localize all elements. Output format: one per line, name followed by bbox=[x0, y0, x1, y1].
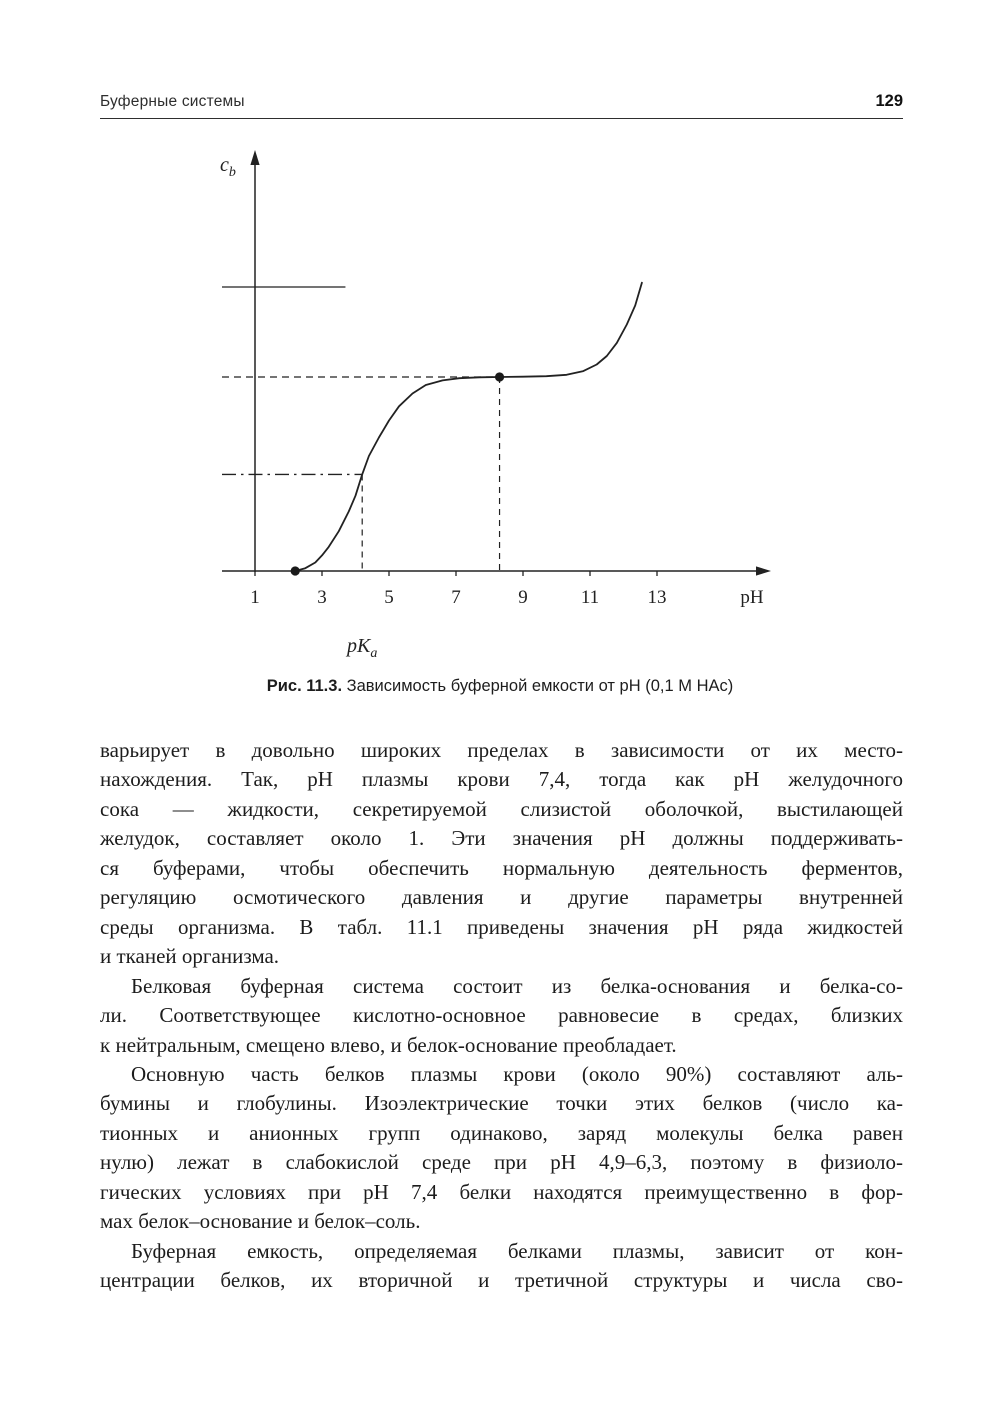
text-line: Белковая буферная система состоит из белка-основания и белка-со- bbox=[131, 973, 903, 998]
text-line: сока — жидкости, секретируемой слизистой оболочкой, выстилающей bbox=[100, 796, 903, 821]
x-axis-arrow bbox=[756, 566, 771, 575]
text-line: к нейтральным, смещено влево, и белок-основание преобладает. bbox=[100, 1032, 677, 1057]
text-line: регуляцию осмотического давления и другие параметры внутренней bbox=[100, 885, 903, 910]
x-tick-label: 5 bbox=[384, 587, 394, 608]
pka-label: $pK_a$ bbox=[347, 635, 378, 661]
page-header bbox=[100, 92, 903, 119]
text-line: варьирует в довольно широких пределах в зависимости от их место- bbox=[100, 738, 903, 762]
x-tick-label: 7 bbox=[451, 587, 461, 608]
x-tick-label: 1 bbox=[250, 587, 260, 608]
figure-caption-label: Рис. 11.3. bbox=[266, 677, 343, 695]
figure-11-3 bbox=[200, 135, 820, 665]
figure-caption-text: Зависимость буферной емкости от pH (0,1 М HAc) bbox=[346, 677, 734, 695]
text-line: желудок, составляет около 1. Эти значения pH должны поддерживать- bbox=[100, 826, 903, 851]
x-tick-label: 11 bbox=[580, 587, 600, 608]
data-point-marker bbox=[495, 372, 504, 381]
buffer-capacity-chart bbox=[200, 135, 820, 665]
running-title: Буферные системы bbox=[100, 93, 245, 110]
x-tick-label: 13 bbox=[647, 587, 667, 608]
text-line: нулю) лежат в слабокислой среде при pH 4,9–6,3, поэтому в физиоло- bbox=[100, 1150, 903, 1175]
data-point-marker bbox=[291, 566, 300, 575]
x-tick-label: 3 bbox=[317, 587, 327, 608]
text-line: гических условиях при pH 7,4 белки находятся преимущественно в фор- bbox=[100, 1179, 903, 1204]
y-axis-label: $c_b$ bbox=[220, 154, 236, 180]
text-line: нахождения. Так, pH плазмы крови 7,4, тогда как pH желудочного bbox=[100, 767, 903, 792]
x-tick-label: 9 bbox=[518, 587, 528, 608]
y-axis-arrow bbox=[250, 150, 259, 165]
page-number: 129 bbox=[875, 92, 903, 110]
x-axis-label: pH bbox=[740, 587, 764, 608]
text-line: ся буферами, чтобы обеспечить нормальную деятельность ферментов, bbox=[100, 855, 903, 880]
text-line: тионных и анионных групп одинаково, заряд молекулы белка равен bbox=[100, 1120, 903, 1145]
figure-caption bbox=[0, 677, 1000, 696]
text-line: мах белок–основание и белок–соль. bbox=[100, 1209, 421, 1234]
text-line: Буферная емкость, определяемая белками плазмы, зависит от кон- bbox=[131, 1238, 903, 1263]
text-line: бумины и глобулины. Изоэлектрические точки этих белков (число ка- bbox=[100, 1091, 903, 1116]
text-line: ли. Соответствующее кислотно-основное равновесие в средах, близких bbox=[100, 1003, 903, 1028]
body-text bbox=[100, 736, 903, 1296]
text-line: Основную часть белков плазмы крови (около 90%) составляют аль- bbox=[131, 1061, 903, 1086]
buffer-capacity-curve bbox=[295, 283, 642, 571]
text-line: центрации белков, их вторичной и третичной структуры и числа сво- bbox=[100, 1268, 903, 1293]
text-line: среды организма. В табл. 11.1 приведены значения pH ряда жидкостей bbox=[100, 914, 903, 939]
text-line: и тканей организма. bbox=[100, 944, 280, 969]
